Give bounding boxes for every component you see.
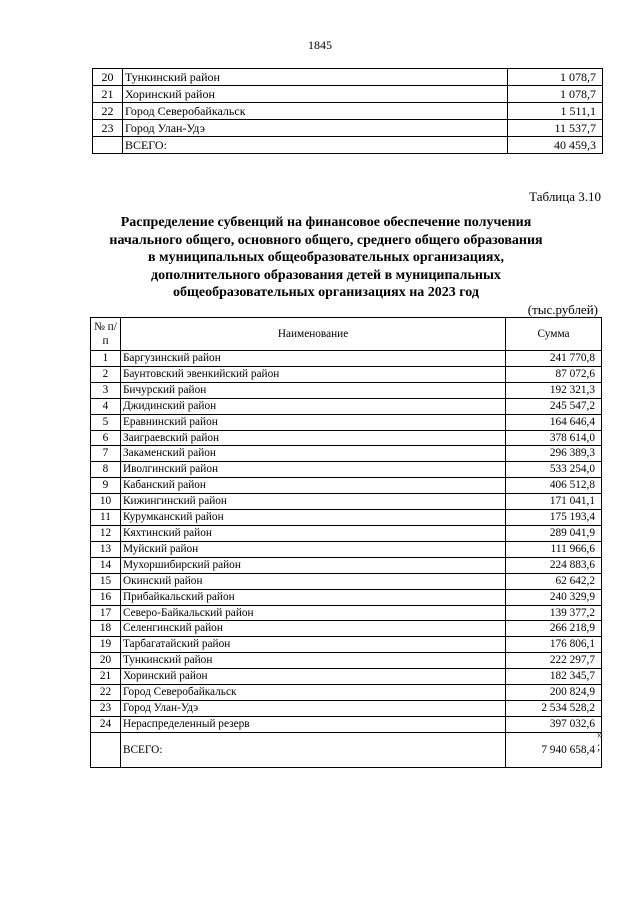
row-number: 21: [91, 669, 121, 685]
row-sum: 1 078,7: [508, 69, 603, 86]
row-name: Мухоршибирский район: [120, 557, 505, 573]
row-name: Заиграевский район: [120, 430, 505, 446]
row-sum: 296 389,3: [506, 446, 602, 462]
table-row: [91, 716, 602, 732]
row-sum: 200 824,9: [506, 685, 602, 701]
caption-line: в муниципальных общеобразовательных организациях,: [148, 250, 504, 265]
row-number: [91, 732, 121, 767]
total-row: [91, 732, 602, 767]
row-sum: 533 254,0: [506, 462, 602, 478]
row-sum: 192 321,3: [506, 382, 602, 398]
row-number: 23: [93, 120, 123, 137]
table-header-row: [91, 318, 602, 351]
row-name: Кабанский район: [120, 478, 505, 494]
row-sum: 2 534 528,2: [506, 700, 602, 716]
continuation-table: [92, 68, 603, 154]
row-sum: 1 511,1: [508, 103, 603, 120]
row-name: Нераспределенный резерв: [120, 716, 505, 732]
row-sum: 62 642,2: [506, 573, 602, 589]
table-row: [91, 685, 602, 701]
page-number: 1845: [308, 38, 332, 52]
table-row: [91, 621, 602, 637]
row-name: Город Улан-Удэ: [122, 120, 507, 137]
row-name: Тункинский район: [122, 69, 507, 86]
row-name: Город Северобайкальск: [122, 103, 507, 120]
row-name: Закаменский район: [120, 446, 505, 462]
row-number: 11: [91, 510, 121, 526]
row-number: 15: [91, 573, 121, 589]
row-sum: 87 072,6: [506, 366, 602, 382]
row-sum: 175 193,4: [506, 510, 602, 526]
table-row: [91, 637, 602, 653]
table-row: [91, 557, 602, 573]
table-row: [93, 120, 603, 137]
total-label: ВСЕГО:: [122, 137, 507, 154]
row-sum: 241 770,8: [506, 351, 602, 367]
table-label: Таблица 3.10: [529, 189, 601, 204]
table-row: [91, 541, 602, 557]
row-number: 2: [91, 366, 121, 382]
total-sum: 7 940 658,4: [506, 732, 602, 767]
row-number: 21: [93, 86, 123, 103]
header-num: № п/п: [91, 318, 121, 351]
row-sum: 224 883,6: [506, 557, 602, 573]
table-row: [91, 669, 602, 685]
row-sum: 164 646,4: [506, 414, 602, 430]
trailing-quote: »: [597, 727, 603, 741]
row-name: Тункинский район: [120, 653, 505, 669]
row-number: 13: [91, 541, 121, 557]
row-name: Муйский район: [120, 541, 505, 557]
row-sum: 397 032,6: [506, 716, 602, 732]
row-number: 22: [91, 685, 121, 701]
table-row: [93, 86, 603, 103]
row-number: 20: [93, 69, 123, 86]
row-sum: 11 537,7: [508, 120, 603, 137]
table-row: [91, 525, 602, 541]
table-row: [91, 366, 602, 382]
row-sum: 111 966,6: [506, 541, 602, 557]
row-number: 7: [91, 446, 121, 462]
row-number: 22: [93, 103, 123, 120]
row-name: Иволгинский район: [120, 462, 505, 478]
table-row: [91, 605, 602, 621]
table-row: [91, 382, 602, 398]
row-sum: 182 345,7: [506, 669, 602, 685]
table-row: [93, 69, 603, 86]
row-sum: 245 547,2: [506, 398, 602, 414]
row-name: Баунтовский эвенкийский район: [120, 366, 505, 382]
row-number: 23: [91, 700, 121, 716]
caption-line: дополнительного образования детей в муниципальных: [151, 267, 501, 283]
row-name: Хоринский район: [120, 669, 505, 685]
caption-line: Распределение субвенций на финансовое обеспечение получения: [120, 215, 532, 230]
subvention-table: [90, 317, 602, 768]
row-name: Курумканский район: [120, 510, 505, 526]
row-number: 24: [91, 716, 121, 732]
row-sum: 176 806,1: [506, 637, 602, 653]
table-caption: [96, 214, 556, 302]
table-row: [91, 573, 602, 589]
table-row: [91, 398, 602, 414]
row-number: 8: [91, 462, 121, 478]
table-row: [91, 351, 602, 367]
row-number: 1: [91, 351, 121, 367]
table-row: [91, 510, 602, 526]
row-number: 20: [91, 653, 121, 669]
table-row: [91, 478, 602, 494]
table-row: [91, 430, 602, 446]
row-name: Селенгинский район: [120, 621, 505, 637]
row-number: 16: [91, 589, 121, 605]
table-row: [93, 103, 603, 120]
row-name: Кяхтинский район: [120, 525, 505, 541]
row-number: 12: [91, 525, 121, 541]
row-sum: 222 297,7: [506, 653, 602, 669]
row-name: Еравнинский район: [120, 414, 505, 430]
caption-line: начального общего, основного общего, среднего общего образования: [109, 232, 543, 248]
row-number: 6: [91, 430, 121, 446]
row-name: Хоринский район: [122, 86, 507, 103]
row-number: 3: [91, 382, 121, 398]
table-row: [91, 414, 602, 430]
row-sum: 171 041,1: [506, 494, 602, 510]
row-name: Баргузинский район: [120, 351, 505, 367]
row-name: Прибайкальский район: [120, 589, 505, 605]
row-number: 10: [91, 494, 121, 510]
table-row: [91, 653, 602, 669]
total-label: ВСЕГО:: [120, 732, 505, 767]
row-name: Кижингинский район: [120, 494, 505, 510]
row-sum: 1 078,7: [508, 86, 603, 103]
row-sum: 240 329,9: [506, 589, 602, 605]
row-name: Тарбагатайский район: [120, 637, 505, 653]
table-row: [91, 446, 602, 462]
table-row: [91, 462, 602, 478]
row-name: Северо-Байкальский район: [120, 605, 505, 621]
caption-line: общеобразовательных организациях на 2023 год: [173, 285, 479, 300]
trailing-marks: [597, 728, 603, 752]
row-sum: 406 512,8: [506, 478, 602, 494]
row-name: Город Улан-Удэ: [120, 700, 505, 716]
row-name: Джидинский район: [120, 398, 505, 414]
row-name: Бичурский район: [120, 382, 505, 398]
header-sum: Сумма: [506, 318, 602, 351]
row-number: 4: [91, 398, 121, 414]
header-name: Наименование: [120, 318, 505, 351]
row-name: Город Северобайкальск: [120, 685, 505, 701]
row-sum: 289 041,9: [506, 525, 602, 541]
row-number: 18: [91, 621, 121, 637]
row-number: 5: [91, 414, 121, 430]
row-sum: 266 218,9: [506, 621, 602, 637]
row-number: 19: [91, 637, 121, 653]
row-number: [93, 137, 123, 154]
row-number: 14: [91, 557, 121, 573]
table-row: [91, 589, 602, 605]
row-number: 17: [91, 605, 121, 621]
table-row: [91, 494, 602, 510]
units-label: (тыс.рублей): [527, 302, 598, 317]
row-sum: 139 377,2: [506, 605, 602, 621]
trailing-semicolon: ;: [597, 739, 601, 753]
row-name: Окинский район: [120, 573, 505, 589]
row-number: 9: [91, 478, 121, 494]
row-sum: 378 614,0: [506, 430, 602, 446]
total-row: [93, 137, 603, 154]
table-row: [91, 700, 602, 716]
total-sum: 40 459,3: [508, 137, 603, 154]
